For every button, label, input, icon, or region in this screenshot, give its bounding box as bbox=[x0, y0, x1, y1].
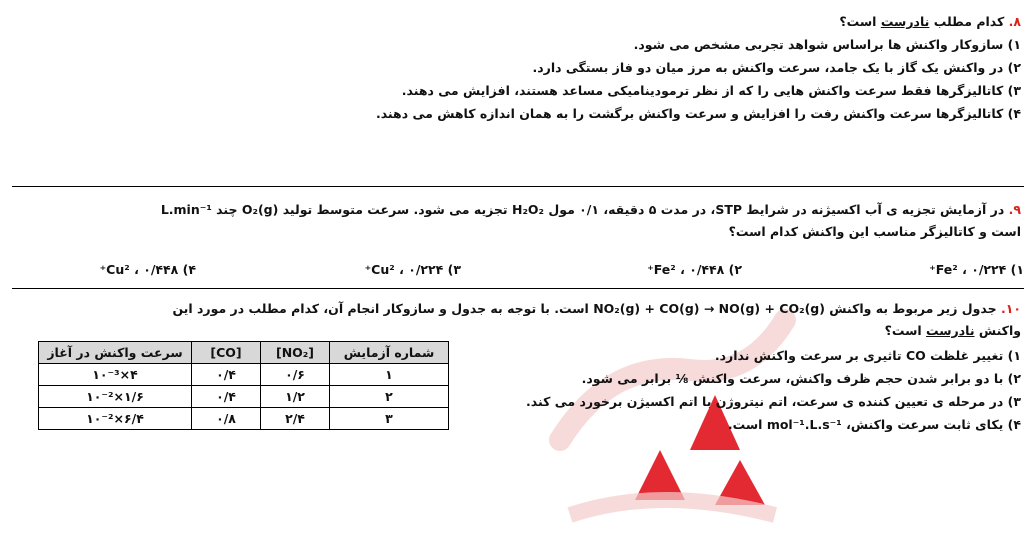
q10-number: ۱۰. bbox=[1000, 301, 1021, 316]
q8-option-2: ۲) در واکنش یک گاز با یک جامد، سرعت واکنش به مرز میان دو فاز بستگی دارد. bbox=[532, 60, 1021, 75]
q10-option-2: ۲) با دو برابر شدن حجم ظرف واکنش، سرعت واکنش ⅛ برابر می شود. bbox=[581, 371, 1021, 386]
q9-number: ۹. bbox=[1008, 202, 1021, 217]
q8-stem bbox=[839, 14, 1021, 29]
table-header: سرعت واکنش در آغاز bbox=[39, 342, 192, 364]
q10-stem-line2 bbox=[885, 323, 1021, 338]
separator-line bbox=[12, 186, 1024, 187]
rate-data-table bbox=[38, 341, 449, 430]
q10-stem-end: است؟ bbox=[884, 323, 927, 338]
table-cell: ۲/۴ bbox=[261, 408, 330, 430]
table-cell: ۱ bbox=[330, 364, 449, 386]
q8-stem-end: است؟ bbox=[839, 14, 881, 29]
q9-stem-line2: است و کاتالیزگر مناسب این واکنش کدام است؟ bbox=[728, 224, 1021, 239]
q10-stem-line1 bbox=[172, 301, 1021, 316]
q10-option-3: ۳) در مرحله ی تعیین کننده ی سرعت، اتم نیتروژن با اتم اکسیژن برخورد می کند. bbox=[526, 394, 1021, 409]
q10-stem-text: جدول زیر مربوط به واکنش NO₂(g) + CO(g) → NO(g) + CO₂(g) است. با توجه به جدول و سازوکار انجام آن، کدام مطلب در مورد این bbox=[172, 301, 997, 316]
q9-option-3: ۳) ۰/۲۲۴ ، Cu²⁺ bbox=[364, 262, 461, 277]
q10-option-1: ۱) تغییر غلظت CO تاثیری بر سرعت واکنش ندارد. bbox=[714, 348, 1021, 363]
table-row bbox=[39, 408, 449, 430]
table-header: شماره آزمایش bbox=[330, 342, 449, 364]
table-header-row bbox=[39, 342, 449, 364]
table-cell: ۳ bbox=[330, 408, 449, 430]
q9-option-4: ۴) ۰/۴۴۸ ، Cu²⁺ bbox=[99, 262, 196, 277]
q9-option-1: ۱) ۰/۲۲۴ ، Fe²⁺ bbox=[929, 262, 1024, 277]
table-row bbox=[39, 386, 449, 408]
q8-option-3: ۳) کاتالیزگرها فقط سرعت واکنش هایی را که از نظر ترمودینامیکی مساعد هستند، افزایش می دهند. bbox=[401, 83, 1021, 98]
table-header: [CO] bbox=[192, 342, 261, 364]
q9-stem-line1 bbox=[161, 202, 1021, 217]
table-row bbox=[39, 364, 449, 386]
table-cell: ۲ bbox=[330, 386, 449, 408]
q8-option-4: ۴) کاتالیزگرها سرعت واکنش رفت را افزایش و سرعت واکنش برگشت را به همان اندازه کاهش می دهند. bbox=[375, 106, 1021, 121]
table-cell: ۱/۶×۱۰⁻² bbox=[39, 386, 192, 408]
table-cell: ۰/۴ bbox=[192, 364, 261, 386]
separator-line bbox=[12, 288, 1024, 289]
table-cell: ۰/۴ bbox=[192, 386, 261, 408]
q10-stem-text2: واکنش bbox=[974, 323, 1021, 338]
q9-options bbox=[12, 262, 1024, 278]
q10-stem-underlined: نادرست bbox=[926, 323, 975, 338]
table-cell: ۰/۸ bbox=[192, 408, 261, 430]
table-header: [NO₂] bbox=[261, 342, 330, 364]
table-cell: ۶/۴×۱۰⁻² bbox=[39, 408, 192, 430]
table-cell: ۴×۱۰⁻³ bbox=[39, 364, 192, 386]
q10-option-4: ۴) یکای ثابت سرعت واکنش، mol⁻¹.L.s⁻¹ است. bbox=[727, 417, 1021, 432]
table-cell: ۱/۲ bbox=[261, 386, 330, 408]
q9-stem-text: در آزمایش تجزیه ی آب اکسیژنه در شرایط STP، در مدت ۵ دقیقه، ۰/۱ مول H₂O₂ تجزیه می شود. سرعت متوسط تولید O₂(g) چند L.min⁻¹ bbox=[160, 202, 1005, 217]
q8-option-1: ۱) سازوکار واکنش ها براساس شواهد تجربی مشخص می شود. bbox=[633, 37, 1021, 52]
q8-number: ۸. bbox=[1008, 14, 1021, 29]
q8-stem-text: کدام مطلب bbox=[929, 14, 1005, 29]
q9-option-2: ۲) ۰/۴۴۸ ، Fe²⁺ bbox=[647, 262, 742, 277]
q8-stem-underlined: نادرست bbox=[880, 14, 930, 29]
table-cell: ۰/۶ bbox=[261, 364, 330, 386]
